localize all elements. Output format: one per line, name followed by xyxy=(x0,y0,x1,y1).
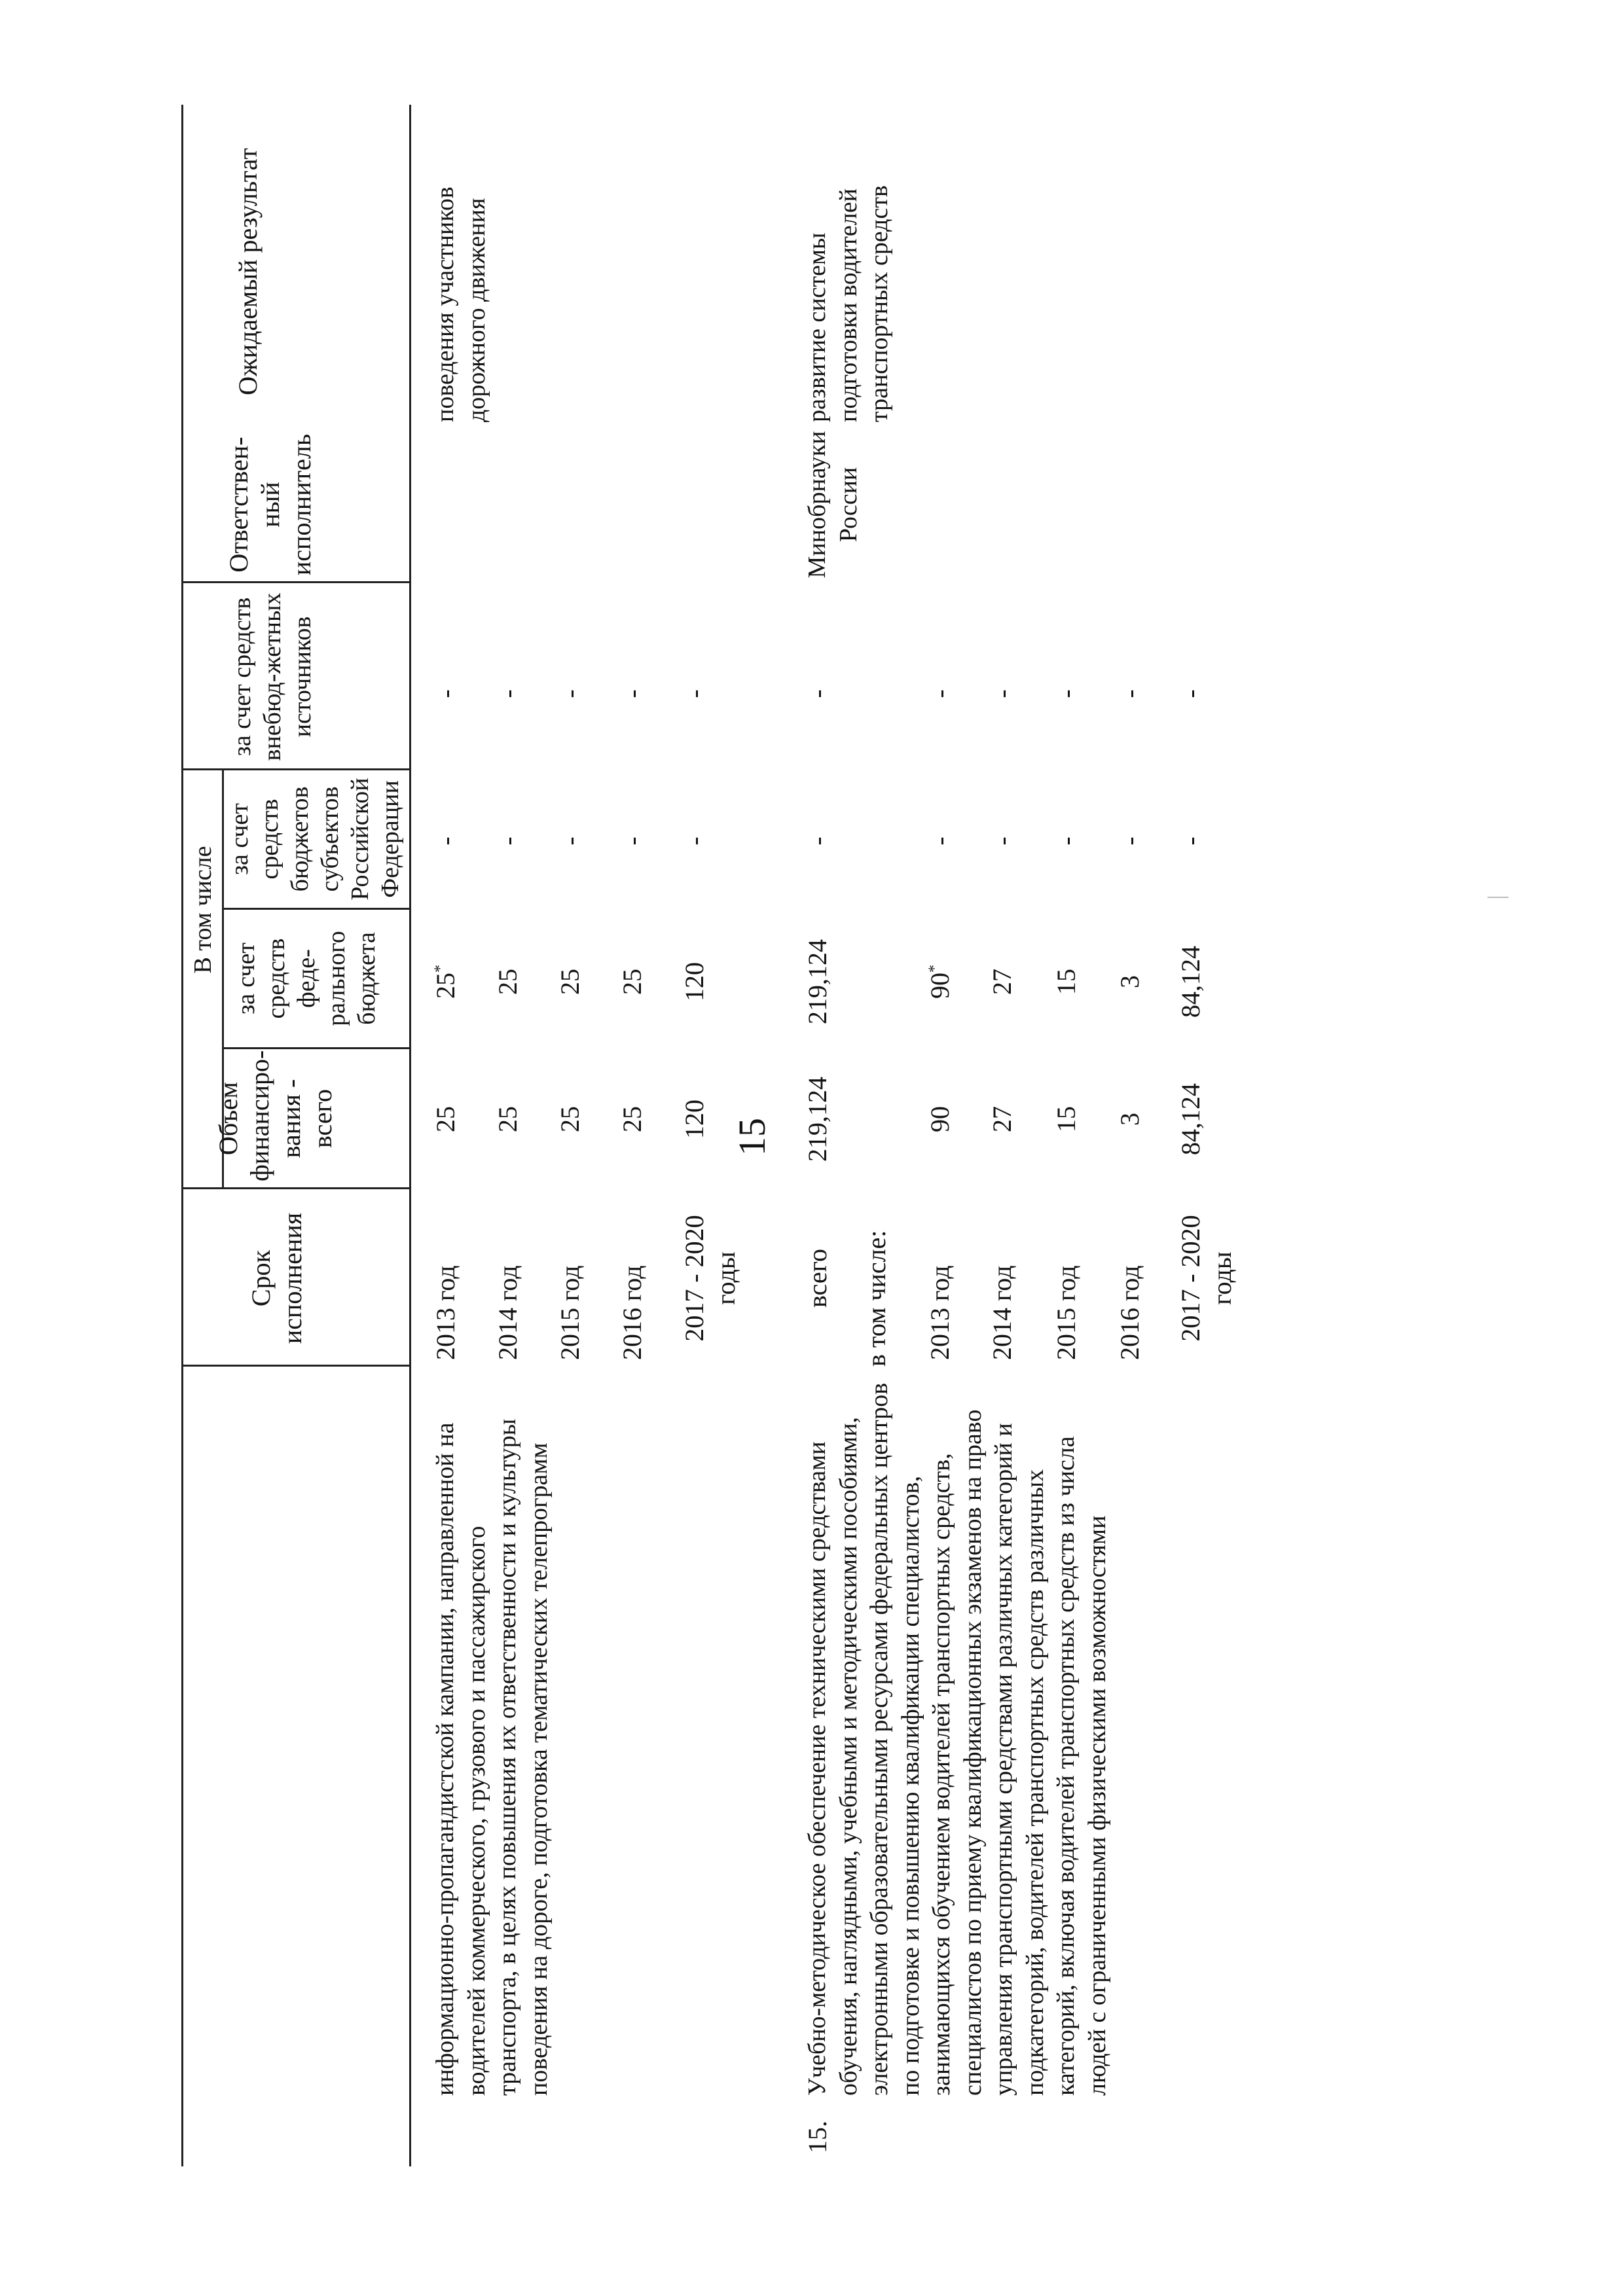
row-b-extra-5: - xyxy=(1051,689,1081,698)
row-b-period-5: 2015 год xyxy=(1051,1265,1081,1360)
col-sep-volume xyxy=(181,1187,410,1189)
row-a-regional-5: - xyxy=(680,836,709,846)
row-a-total-5: 120 xyxy=(680,1100,709,1139)
row-b-regional-6: - xyxy=(1115,836,1144,846)
row-a-total-4: 25 xyxy=(617,1106,647,1132)
row-b-period-6: 2016 год xyxy=(1115,1265,1144,1360)
row-a-period-3: 2015 год xyxy=(555,1265,585,1360)
row-b-extra-1: - xyxy=(803,689,832,698)
row-b-extra-3: - xyxy=(925,689,955,698)
header-bottom-border xyxy=(409,105,411,2166)
row-a-period-4: 2016 год xyxy=(617,1265,647,1360)
col-sep-executor xyxy=(181,581,410,583)
row-a-federal-3: 25 xyxy=(555,969,585,995)
row-b-extra-7: - xyxy=(1176,689,1205,698)
row-a-period-1: 2013 год xyxy=(431,1265,460,1360)
header-federal: за счет средств феде-рального бюджета xyxy=(232,931,380,1026)
header-extrabudget: за счет средств внебюд-жетных источников xyxy=(228,592,316,761)
row-b-regional-5: - xyxy=(1051,836,1081,846)
row-b-federal-4: 27 xyxy=(987,969,1017,995)
row-b-federal-6: 3 xyxy=(1115,975,1144,988)
row-b-federal-3: 90* xyxy=(925,965,955,999)
row-a-description: информационно-пропагандистской кампании, направленной на водителей коммерческого, грузового и пассажирского транспорта, в целях повышения их ответственности и культуры поведения на дороге, подготовка тематических телепрограмм xyxy=(431,1418,553,2096)
table-top-border xyxy=(181,105,183,2166)
row-a-extra-5: - xyxy=(680,689,709,698)
row-a-total-2: 25 xyxy=(493,1106,522,1132)
col-sep-federal xyxy=(222,1047,410,1049)
row-a-total-1: 25 xyxy=(431,1106,460,1132)
col-sep-period xyxy=(181,1365,410,1367)
row-a-extra-2: - xyxy=(493,689,522,698)
row-b-total-1: 219,124 xyxy=(803,1077,832,1162)
row-a-federal-4: 25 xyxy=(617,969,647,995)
row-a-period-5: 2017 - 2020 годы xyxy=(680,1215,740,1342)
row-b-federal-7: 84,124 xyxy=(1176,946,1205,1018)
row-b-regional-7: - xyxy=(1176,836,1205,846)
row-b-total-6: 3 xyxy=(1115,1113,1144,1126)
row-a-extra-3: - xyxy=(555,689,585,698)
row-b-period-4: 2014 год xyxy=(987,1265,1017,1360)
row-a-period-2: 2014 год xyxy=(493,1265,522,1360)
header-regional: за счет средств бюджетов субъектов Российской Федерации xyxy=(226,778,404,901)
row-a-regional-4: - xyxy=(617,836,647,846)
row-b-regional-3: - xyxy=(925,836,955,846)
row-b-result: развитие системы подготовки водителей транспортных средств xyxy=(803,185,893,422)
row-a-extra-4: - xyxy=(617,689,647,698)
row-a-federal-2: 25 xyxy=(493,969,522,995)
row-a-extra-1: - xyxy=(431,689,460,698)
row-b-total-5: 15 xyxy=(1051,1106,1081,1132)
row-b-period-2: в том числе: xyxy=(862,1230,891,1367)
row-b-period-3: 2013 год xyxy=(925,1265,955,1360)
rotated-table xyxy=(173,101,1588,2166)
row-a-federal-5: 120 xyxy=(680,962,709,1001)
row-b-federal-1: 219,124 xyxy=(803,939,832,1024)
row-b-number: 15. xyxy=(803,2121,832,2153)
row-a-federal-1: 25* xyxy=(431,965,460,999)
row-a-regional-3: - xyxy=(555,836,585,846)
row-b-description: Учебно-методическое обеспечение техническими средствами обучения, наглядными, учебными и методическими пособиями, электронными образовательными ресурсами федеральных центров по подготовке и повышению квалификации специалистов, занимающихся обучением водителей транспортных средств, специалистов по приему квалификационных экзаменов на право управления транспортными средствами различных категорий и подкатегорий, водителей транспортных средств различных категорий, включая водителей транспортных средств из числа людей с ограниченными физическими возможностями xyxy=(803,1382,1111,2096)
row-b-extra-4: - xyxy=(987,689,1017,698)
header-executor: Ответствен-ный исполнитель xyxy=(224,433,316,576)
row-b-total-3: 90 xyxy=(925,1106,955,1132)
header-volume: Объем финансиро-вания - всего xyxy=(213,1050,337,1181)
row-b-total-4: 27 xyxy=(987,1106,1017,1132)
page-number: 15 xyxy=(731,1118,773,1156)
row-b-extra-6: - xyxy=(1115,689,1144,698)
row-b-federal-5: 15 xyxy=(1051,969,1081,995)
header-period: Срок исполнения xyxy=(246,1212,307,1344)
row-b-regional-4: - xyxy=(987,836,1017,846)
row-b-period-7: 2017 - 2020 годы xyxy=(1176,1215,1237,1342)
row-a-result: поведения участников дорожного движения xyxy=(431,187,490,422)
row-b-executor: Минобрнауки России xyxy=(803,431,862,579)
header-result: Ожидаемый результат xyxy=(233,148,263,395)
scan-mark xyxy=(1487,897,1508,898)
row-a-regional-1: - xyxy=(431,836,460,846)
row-a-regional-2: - xyxy=(493,836,522,846)
row-b-regional-1: - xyxy=(803,836,832,846)
row-a-total-3: 25 xyxy=(555,1106,585,1132)
row-b-total-7: 84,124 xyxy=(1176,1083,1205,1155)
row-b-period-1: всего xyxy=(803,1248,832,1308)
header-including: В том числе xyxy=(189,846,217,974)
